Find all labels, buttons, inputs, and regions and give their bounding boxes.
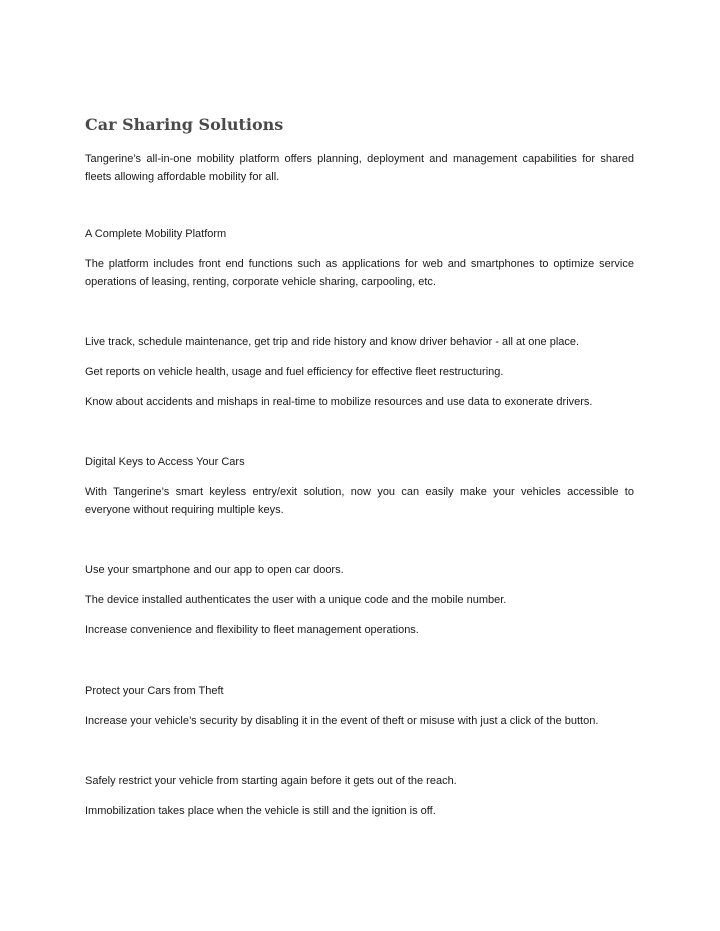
document-title: Car Sharing Solutions	[85, 115, 284, 134]
device-paragraph: The device installed authenticates the user with a unique code and the mobile number.	[85, 594, 507, 606]
intro-paragraph: Tangerine’s all-in-one mobility platform offers planning, deployment and management capabilities for shared fleets allowing affordable mobility for all.	[85, 153, 634, 183]
security-paragraph: Increase your vehicle’s security by disabling it in the event of theft or misuse with just a click of the button.	[85, 715, 599, 727]
section-heading-digital-keys: Digital Keys to Access Your Cars	[85, 456, 245, 468]
keyless-paragraph: With Tangerine’s smart keyless entry/exit solution, now you can easily make your vehicles accessible to everyone without requiring multiple keys.	[85, 486, 634, 516]
platform-paragraph: The platform includes front end functions such as applications for web and smartphones to optimize service operations of leasing, renting, corporate vehicle sharing, carpooling, etc.	[85, 258, 634, 288]
accidents-paragraph: Know about accidents and mishaps in real-time to mobilize resources and use data to exonerate drivers.	[85, 396, 593, 408]
document-content	[85, 112, 634, 820]
convenience-paragraph: Increase convenience and flexibility to fleet management operations.	[85, 624, 419, 636]
section-heading-theft: Protect your Cars from Theft	[85, 685, 224, 697]
live-track-paragraph: Live track, schedule maintenance, get trip and ride history and know driver behavior - all at one place.	[85, 336, 580, 348]
restrict-paragraph: Safely restrict your vehicle from starting again before it gets out of the reach.	[85, 775, 457, 787]
section-heading-platform: A Complete Mobility Platform	[85, 228, 227, 240]
reports-paragraph: Get reports on vehicle health, usage and fuel efficiency for effective fleet restructuring.	[85, 366, 504, 378]
smartphone-paragraph: Use your smartphone and our app to open car doors.	[85, 564, 344, 576]
immobilization-paragraph: Immobilization takes place when the vehicle is still and the ignition is off.	[85, 805, 436, 817]
